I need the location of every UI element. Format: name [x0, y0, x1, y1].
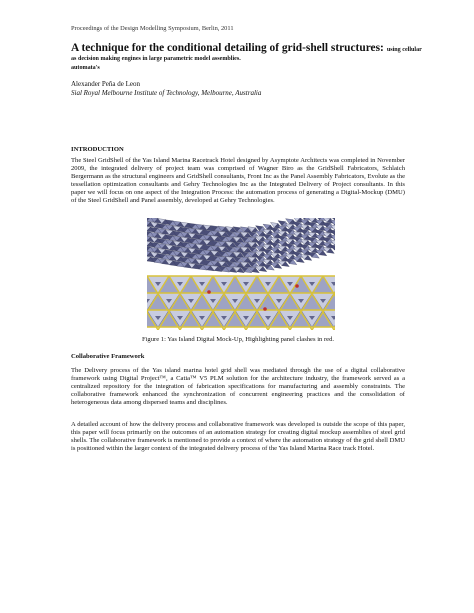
section-heading-collaborative-framework: Collaborative Framework — [71, 353, 145, 360]
author-affiliation: Sial Royal Melbourne Institute of Technology, Melbourne, Australia — [71, 89, 262, 97]
title-subtitle-line1: using cellular automata's — [71, 47, 422, 71]
proceedings-header: Proceedings of the Design Modelling Symposium, Berlin, 2011 — [71, 25, 234, 32]
introduction-paragraph: The Steel GridShell of the Yas Island Marina Racetrack Hotel designed by Asymptote Architects was completed in November 2009, the integrated delivery of project team was comprised of Wagner Biro as the GridShell Fabricators, Schlaich Bergermann as the structural engineers and GridShell consultants, Front Inc as the Panel Assembly Fabricators, Evolute as the tessellation optimization consultants and Gehry Technologies Inc as the Integrated Delivery of Project consultants. In this paper we will focus on one aspect of the Integration Process: the automation process of generating a Digital-Mockup (DMU) of the Steel GridShell and Panel assembly, developed at Gehry Technologies. — [71, 157, 405, 205]
figure-digital-mockup — [147, 218, 335, 330]
title-subtitle-line2: as decision making engines in large parametric model assemblies. — [71, 56, 241, 62]
digital-mockup-image — [147, 218, 335, 330]
title-main: A technique for the conditional detailing of grid-shell structures: — [71, 42, 384, 54]
collaborative-paragraph-2: A detailed account of how the delivery process and collaborative framework was developed is outside the scope of this paper, this paper will focus primarily on the outcomes of an automation strategy for creating digital mockup assemblies of steel grid shells. The collaborative framework is mentioned to provide a context of where the automation strategy of the grid shell DMU is positioned within the larger context of the integrated delivery process of the Yas Island Marina Race track Hotel. — [71, 421, 405, 453]
section-heading-introduction: INTRODUCTION — [71, 146, 124, 153]
figure-caption: Figure 1: Yas Island Digital Mock-Up, Highlighting panel clashes in red. — [141, 336, 335, 343]
collaborative-paragraph-1: The Delivery process of the Yas island marina hotel grid shell was mediated through the use of a digital collaborative framework using Digital Project™, a Catia™ V5 PLM solution for the architecture industry, the framework served as a centralized repository for the integration of fabrication specifications for manufacturing and assembly constraints. The collaborative framework enhanced the synchronization of concurrent engineering practices and the consolidation of heterogeneous data among dispersed teams and disciplines. — [71, 367, 405, 407]
author-name: Alexander Peña de Leon — [71, 80, 140, 88]
